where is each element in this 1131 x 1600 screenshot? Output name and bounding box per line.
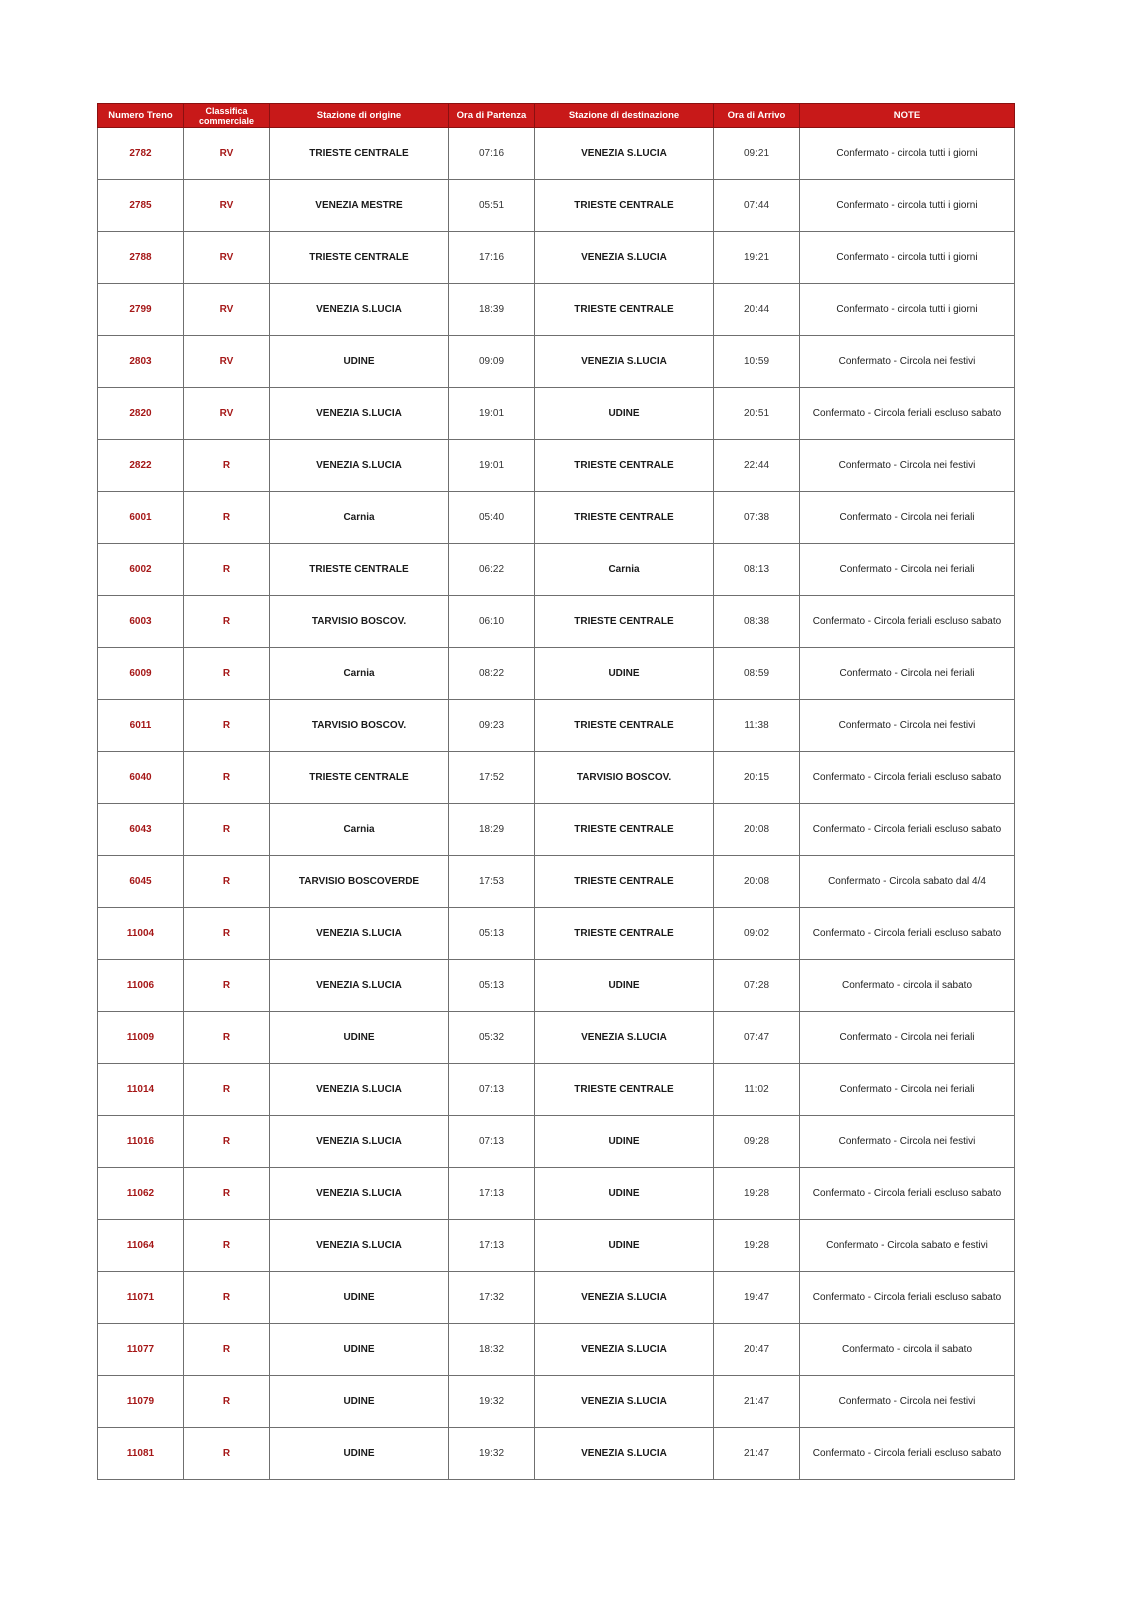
train-number-cell: 6043 xyxy=(98,804,184,856)
train-number-cell: 11079 xyxy=(98,1376,184,1428)
table-row xyxy=(98,804,1015,856)
train-number-cell: 2782 xyxy=(98,128,184,180)
destination-station-cell: TRIESTE CENTRALE xyxy=(535,492,714,544)
destination-station-cell: TRIESTE CENTRALE xyxy=(535,856,714,908)
origin-station-cell: TRIESTE CENTRALE xyxy=(270,232,449,284)
commercial-class-cell: R xyxy=(184,1064,270,1116)
table-row xyxy=(98,960,1015,1012)
train-number-cell: 11004 xyxy=(98,908,184,960)
train-number-cell: 2799 xyxy=(98,284,184,336)
commercial-class-cell: RV xyxy=(184,180,270,232)
commercial-class-cell: RV xyxy=(184,388,270,440)
commercial-class-cell: R xyxy=(184,1376,270,1428)
train-number-cell: 11064 xyxy=(98,1220,184,1272)
arrival-time-cell: 08:13 xyxy=(714,544,800,596)
note-cell: Confermato - Circola feriali escluso sabato xyxy=(800,752,1015,804)
destination-station-cell: VENEZIA S.LUCIA xyxy=(535,336,714,388)
table-row xyxy=(98,856,1015,908)
header-arrival-time: Ora di Arrivo xyxy=(714,104,800,128)
origin-station-cell: VENEZIA S.LUCIA xyxy=(270,1220,449,1272)
train-number-cell: 6001 xyxy=(98,492,184,544)
table-row xyxy=(98,180,1015,232)
destination-station-cell: VENEZIA S.LUCIA xyxy=(535,1012,714,1064)
commercial-class-cell: R xyxy=(184,1116,270,1168)
destination-station-cell: Carnia xyxy=(535,544,714,596)
train-number-cell: 11071 xyxy=(98,1272,184,1324)
table-row xyxy=(98,700,1015,752)
origin-station-cell: Carnia xyxy=(270,492,449,544)
destination-station-cell: VENEZIA S.LUCIA xyxy=(535,232,714,284)
origin-station-cell: VENEZIA S.LUCIA xyxy=(270,1168,449,1220)
table-header xyxy=(98,104,1015,128)
departure-time-cell: 17:13 xyxy=(449,1220,535,1272)
table-row xyxy=(98,544,1015,596)
table-row xyxy=(98,1376,1015,1428)
note-cell: Confermato - Circola nei festivi xyxy=(800,440,1015,492)
arrival-time-cell: 08:38 xyxy=(714,596,800,648)
note-cell: Confermato - Circola nei feriali xyxy=(800,1064,1015,1116)
origin-station-cell: VENEZIA S.LUCIA xyxy=(270,440,449,492)
destination-station-cell: TARVISIO BOSCOV. xyxy=(535,752,714,804)
header-notes: NOTE xyxy=(800,104,1015,128)
origin-station-cell: UDINE xyxy=(270,1012,449,1064)
arrival-time-cell: 19:21 xyxy=(714,232,800,284)
table-row xyxy=(98,388,1015,440)
commercial-class-cell: R xyxy=(184,440,270,492)
arrival-time-cell: 20:51 xyxy=(714,388,800,440)
table-row xyxy=(98,648,1015,700)
commercial-class-cell: R xyxy=(184,908,270,960)
arrival-time-cell: 11:02 xyxy=(714,1064,800,1116)
departure-time-cell: 17:13 xyxy=(449,1168,535,1220)
note-cell: Confermato - Circola nei festivi xyxy=(800,1116,1015,1168)
commercial-class-cell: R xyxy=(184,544,270,596)
departure-time-cell: 05:51 xyxy=(449,180,535,232)
destination-station-cell: VENEZIA S.LUCIA xyxy=(535,1324,714,1376)
table-row xyxy=(98,128,1015,180)
note-cell: Confermato - Circola nei festivi xyxy=(800,700,1015,752)
header-row xyxy=(98,104,1015,128)
note-cell: Confermato - Circola feriali escluso sabato xyxy=(800,388,1015,440)
departure-time-cell: 07:16 xyxy=(449,128,535,180)
table-row xyxy=(98,1324,1015,1376)
train-number-cell: 6009 xyxy=(98,648,184,700)
departure-time-cell: 09:23 xyxy=(449,700,535,752)
table-body xyxy=(98,128,1015,1480)
commercial-class-cell: R xyxy=(184,1012,270,1064)
commercial-class-cell: R xyxy=(184,804,270,856)
origin-station-cell: VENEZIA S.LUCIA xyxy=(270,908,449,960)
departure-time-cell: 08:22 xyxy=(449,648,535,700)
departure-time-cell: 05:13 xyxy=(449,908,535,960)
departure-time-cell: 06:22 xyxy=(449,544,535,596)
note-cell: Confermato - Circola sabato dal 4/4 xyxy=(800,856,1015,908)
commercial-class-cell: R xyxy=(184,1220,270,1272)
table-row xyxy=(98,1428,1015,1480)
train-number-cell: 2820 xyxy=(98,388,184,440)
train-number-cell: 6045 xyxy=(98,856,184,908)
train-number-cell: 6040 xyxy=(98,752,184,804)
origin-station-cell: VENEZIA MESTRE xyxy=(270,180,449,232)
arrival-time-cell: 09:02 xyxy=(714,908,800,960)
destination-station-cell: VENEZIA S.LUCIA xyxy=(535,1272,714,1324)
destination-station-cell: UDINE xyxy=(535,1168,714,1220)
commercial-class-cell: RV xyxy=(184,336,270,388)
departure-time-cell: 09:09 xyxy=(449,336,535,388)
departure-time-cell: 07:13 xyxy=(449,1116,535,1168)
origin-station-cell: TARVISIO BOSCOVERDE xyxy=(270,856,449,908)
commercial-class-cell: R xyxy=(184,856,270,908)
destination-station-cell: TRIESTE CENTRALE xyxy=(535,804,714,856)
departure-time-cell: 07:13 xyxy=(449,1064,535,1116)
arrival-time-cell: 07:44 xyxy=(714,180,800,232)
table-row xyxy=(98,492,1015,544)
note-cell: Confermato - Circola feriali escluso sabato xyxy=(800,596,1015,648)
departure-time-cell: 06:10 xyxy=(449,596,535,648)
origin-station-cell: VENEZIA S.LUCIA xyxy=(270,960,449,1012)
train-number-cell: 6003 xyxy=(98,596,184,648)
commercial-class-cell: R xyxy=(184,596,270,648)
table-row xyxy=(98,440,1015,492)
origin-station-cell: UDINE xyxy=(270,1324,449,1376)
origin-station-cell: TARVISIO BOSCOV. xyxy=(270,596,449,648)
arrival-time-cell: 19:28 xyxy=(714,1168,800,1220)
header-origin-station: Stazione di origine xyxy=(270,104,449,128)
train-number-cell: 2785 xyxy=(98,180,184,232)
departure-time-cell: 18:29 xyxy=(449,804,535,856)
destination-station-cell: TRIESTE CENTRALE xyxy=(535,180,714,232)
arrival-time-cell: 20:15 xyxy=(714,752,800,804)
train-number-cell: 6011 xyxy=(98,700,184,752)
note-cell: Confermato - circola il sabato xyxy=(800,1324,1015,1376)
commercial-class-cell: RV xyxy=(184,128,270,180)
arrival-time-cell: 20:08 xyxy=(714,804,800,856)
table-row xyxy=(98,284,1015,336)
commercial-class-cell: R xyxy=(184,1168,270,1220)
departure-time-cell: 18:32 xyxy=(449,1324,535,1376)
commercial-class-cell: R xyxy=(184,960,270,1012)
destination-station-cell: UDINE xyxy=(535,1220,714,1272)
origin-station-cell: VENEZIA S.LUCIA xyxy=(270,284,449,336)
departure-time-cell: 17:53 xyxy=(449,856,535,908)
destination-station-cell: TRIESTE CENTRALE xyxy=(535,284,714,336)
train-number-cell: 11081 xyxy=(98,1428,184,1480)
departure-time-cell: 17:16 xyxy=(449,232,535,284)
destination-station-cell: VENEZIA S.LUCIA xyxy=(535,128,714,180)
note-cell: Confermato - Circola nei feriali xyxy=(800,544,1015,596)
arrival-time-cell: 07:28 xyxy=(714,960,800,1012)
arrival-time-cell: 21:47 xyxy=(714,1428,800,1480)
arrival-time-cell: 09:28 xyxy=(714,1116,800,1168)
train-timetable xyxy=(97,103,1015,1480)
note-cell: Confermato - Circola feriali escluso sabato xyxy=(800,908,1015,960)
note-cell: Confermato - circola il sabato xyxy=(800,960,1015,1012)
commercial-class-cell: RV xyxy=(184,284,270,336)
arrival-time-cell: 22:44 xyxy=(714,440,800,492)
departure-time-cell: 17:32 xyxy=(449,1272,535,1324)
arrival-time-cell: 07:47 xyxy=(714,1012,800,1064)
commercial-class-cell: RV xyxy=(184,232,270,284)
destination-station-cell: UDINE xyxy=(535,388,714,440)
note-cell: Confermato - Circola nei feriali xyxy=(800,648,1015,700)
train-number-cell: 6002 xyxy=(98,544,184,596)
table-row xyxy=(98,1064,1015,1116)
commercial-class-cell: R xyxy=(184,700,270,752)
note-cell: Confermato - Circola nei festivi xyxy=(800,1376,1015,1428)
note-cell: Confermato - Circola nei feriali xyxy=(800,492,1015,544)
origin-station-cell: UDINE xyxy=(270,1428,449,1480)
table-row xyxy=(98,1168,1015,1220)
table-row xyxy=(98,1220,1015,1272)
note-cell: Confermato - Circola nei feriali xyxy=(800,1012,1015,1064)
commercial-class-cell: R xyxy=(184,492,270,544)
origin-station-cell: Carnia xyxy=(270,648,449,700)
destination-station-cell: UDINE xyxy=(535,1116,714,1168)
arrival-time-cell: 08:59 xyxy=(714,648,800,700)
departure-time-cell: 18:39 xyxy=(449,284,535,336)
departure-time-cell: 17:52 xyxy=(449,752,535,804)
arrival-time-cell: 20:44 xyxy=(714,284,800,336)
note-cell: Confermato - circola tutti i giorni xyxy=(800,232,1015,284)
origin-station-cell: UDINE xyxy=(270,1272,449,1324)
arrival-time-cell: 20:47 xyxy=(714,1324,800,1376)
commercial-class-cell: R xyxy=(184,1428,270,1480)
origin-station-cell: TRIESTE CENTRALE xyxy=(270,752,449,804)
table-row xyxy=(98,908,1015,960)
destination-station-cell: TRIESTE CENTRALE xyxy=(535,596,714,648)
origin-station-cell: TRIESTE CENTRALE xyxy=(270,128,449,180)
departure-time-cell: 05:13 xyxy=(449,960,535,1012)
commercial-class-cell: R xyxy=(184,648,270,700)
arrival-time-cell: 20:08 xyxy=(714,856,800,908)
destination-station-cell: TRIESTE CENTRALE xyxy=(535,700,714,752)
arrival-time-cell: 07:38 xyxy=(714,492,800,544)
arrival-time-cell: 19:28 xyxy=(714,1220,800,1272)
table-row xyxy=(98,752,1015,804)
note-cell: Confermato - Circola sabato e festivi xyxy=(800,1220,1015,1272)
train-number-cell: 2788 xyxy=(98,232,184,284)
commercial-class-cell: R xyxy=(184,752,270,804)
destination-station-cell: TRIESTE CENTRALE xyxy=(535,1064,714,1116)
arrival-time-cell: 21:47 xyxy=(714,1376,800,1428)
header-commercial-class: Classifica commerciale xyxy=(184,104,270,128)
origin-station-cell: VENEZIA S.LUCIA xyxy=(270,1064,449,1116)
table-row xyxy=(98,232,1015,284)
header-departure-time: Ora di Partenza xyxy=(449,104,535,128)
commercial-class-cell: R xyxy=(184,1272,270,1324)
train-number-cell: 11014 xyxy=(98,1064,184,1116)
commercial-class-cell: R xyxy=(184,1324,270,1376)
departure-time-cell: 05:32 xyxy=(449,1012,535,1064)
departure-time-cell: 19:01 xyxy=(449,388,535,440)
destination-station-cell: UDINE xyxy=(535,960,714,1012)
train-number-cell: 2803 xyxy=(98,336,184,388)
note-cell: Confermato - Circola feriali escluso sabato xyxy=(800,1428,1015,1480)
header-destination-station: Stazione di destinazione xyxy=(535,104,714,128)
train-number-cell: 11077 xyxy=(98,1324,184,1376)
departure-time-cell: 05:40 xyxy=(449,492,535,544)
destination-station-cell: TRIESTE CENTRALE xyxy=(535,908,714,960)
departure-time-cell: 19:01 xyxy=(449,440,535,492)
origin-station-cell: UDINE xyxy=(270,1376,449,1428)
origin-station-cell: VENEZIA S.LUCIA xyxy=(270,1116,449,1168)
note-cell: Confermato - circola tutti i giorni xyxy=(800,284,1015,336)
table-row xyxy=(98,1012,1015,1064)
train-number-cell: 11016 xyxy=(98,1116,184,1168)
note-cell: Confermato - circola tutti i giorni xyxy=(800,128,1015,180)
origin-station-cell: TRIESTE CENTRALE xyxy=(270,544,449,596)
timetable-page xyxy=(97,103,1014,1480)
origin-station-cell: Carnia xyxy=(270,804,449,856)
origin-station-cell: VENEZIA S.LUCIA xyxy=(270,388,449,440)
note-cell: Confermato - Circola feriali escluso sabato xyxy=(800,1168,1015,1220)
train-number-cell: 11006 xyxy=(98,960,184,1012)
note-cell: Confermato - Circola nei festivi xyxy=(800,336,1015,388)
destination-station-cell: VENEZIA S.LUCIA xyxy=(535,1376,714,1428)
note-cell: Confermato - circola tutti i giorni xyxy=(800,180,1015,232)
destination-station-cell: UDINE xyxy=(535,648,714,700)
destination-station-cell: TRIESTE CENTRALE xyxy=(535,440,714,492)
departure-time-cell: 19:32 xyxy=(449,1376,535,1428)
train-number-cell: 11009 xyxy=(98,1012,184,1064)
arrival-time-cell: 09:21 xyxy=(714,128,800,180)
arrival-time-cell: 11:38 xyxy=(714,700,800,752)
table-row xyxy=(98,1272,1015,1324)
origin-station-cell: UDINE xyxy=(270,336,449,388)
note-cell: Confermato - Circola feriali escluso sabato xyxy=(800,804,1015,856)
origin-station-cell: TARVISIO BOSCOV. xyxy=(270,700,449,752)
departure-time-cell: 19:32 xyxy=(449,1428,535,1480)
table-row xyxy=(98,336,1015,388)
table-row xyxy=(98,596,1015,648)
arrival-time-cell: 19:47 xyxy=(714,1272,800,1324)
train-number-cell: 11062 xyxy=(98,1168,184,1220)
header-train-number: Numero Treno xyxy=(98,104,184,128)
table-row xyxy=(98,1116,1015,1168)
destination-station-cell: VENEZIA S.LUCIA xyxy=(535,1428,714,1480)
note-cell: Confermato - Circola feriali escluso sabato xyxy=(800,1272,1015,1324)
train-number-cell: 2822 xyxy=(98,440,184,492)
arrival-time-cell: 10:59 xyxy=(714,336,800,388)
